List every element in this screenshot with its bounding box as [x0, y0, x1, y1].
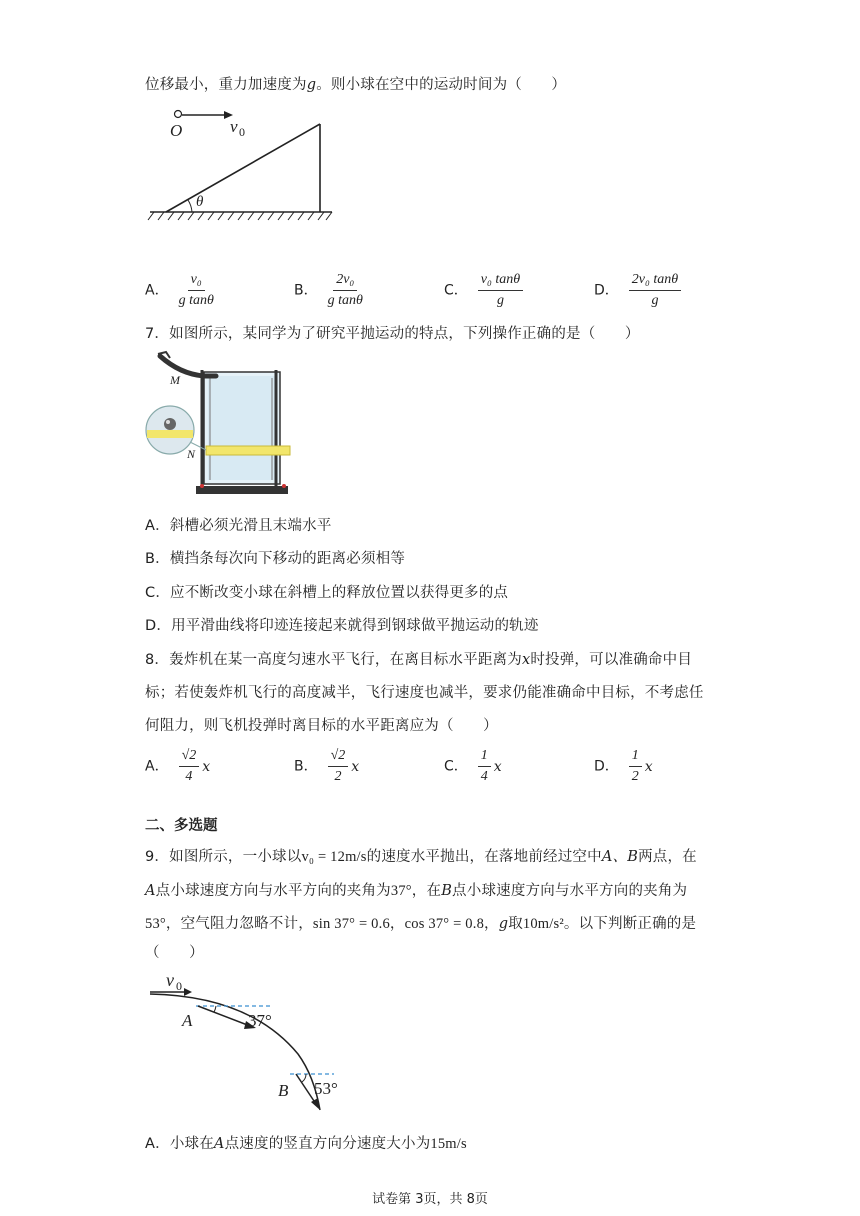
theta-label: θ [196, 194, 204, 210]
q8-stem-line3: 何阻力，则飞机投弹时离目标的水平距离应为（ ） [145, 718, 498, 734]
point-b-label: B [278, 1081, 289, 1100]
angle-b-label: 53° [314, 1079, 338, 1098]
q6-option-d[interactable]: D． $\frac{\text{2v₀ tanθ}}{g}$ [594, 272, 681, 309]
steel-ball [164, 418, 176, 430]
q8-stem-line1: 8．轰炸机在某一高度匀速水平飞行，在离目标水平距离为x时投弹，可以准确命中目 [145, 652, 693, 668]
v0-subscript: 0 [176, 979, 182, 993]
q8-option-c[interactable]: C． $\frac{1}{4}$ x [444, 748, 502, 784]
fraction: $\frac{\text{v₀}}{\text{g tanθ}}$ [178, 272, 214, 308]
fraction: $\frac{\text{v₀ tanθ}}{g}$ [478, 272, 523, 309]
q7-stem: 7．如图所示，某同学为了研究平抛运动的特点，下列操作正确的是（ ） [145, 326, 640, 342]
fraction: $\frac{\text{2v₀ tanθ}}{g}$ [629, 272, 681, 309]
q6-option-a[interactable]: A． $\frac{\text{v₀}}{\text{g tanθ}}$ [145, 272, 214, 308]
q7-option-c[interactable]: C．应不断改变小球在斜槽上的释放位置以获得更多的点 [145, 585, 509, 601]
q9-option-a[interactable]: A．小球在A点速度的竖直方向分速度大小为15m/s [145, 1136, 467, 1152]
q7-option-d[interactable]: D．用平滑曲线将印迹连接起来就得到钢球做平抛运动的轨迹 [145, 618, 539, 634]
label-n: N [187, 447, 196, 461]
q9-stem-line2: A点小球速度方向与水平方向的夹角为37°，在B点小球速度方向与水平方向的夹角为 [145, 883, 688, 899]
g-symbol: g [306, 77, 317, 93]
origin-label: O [170, 121, 183, 140]
q8-option-b[interactable]: B． $\frac{√2}{2}$ x [294, 748, 360, 784]
label-m: M [170, 373, 180, 387]
q6-incline-figure [140, 108, 340, 230]
baffle-strip [206, 446, 290, 455]
q9-stem-line1: 9．如图所示，一小球以v₀ = 12m/s的速度水平抛出，在落地前经过空中A、B两点，在 [145, 849, 697, 865]
q9-trajectory-figure [140, 964, 370, 1124]
velocity-a-arrow [198, 1006, 250, 1026]
point-a-label: A [182, 1011, 193, 1030]
ground-hatch [148, 212, 332, 220]
theta-arc [188, 200, 192, 212]
q8-option-d[interactable]: D． $\frac{1}{2}$ x [594, 748, 653, 784]
v0-label: v [230, 117, 238, 136]
v0-arrowhead [184, 988, 192, 996]
q7-apparatus-figure [140, 348, 300, 500]
fraction: $\frac{\text{2v₀}}{\text{g tanθ}}$ [327, 272, 363, 308]
base [196, 486, 288, 494]
velocity-b-arrow [296, 1074, 316, 1104]
q7-option-a[interactable]: A．斜槽必须光滑且末端水平 [145, 518, 332, 534]
q9-stem-line4: （ ） [145, 945, 204, 961]
v0-subscript: 0 [239, 125, 245, 139]
angle-a-label: 37° [248, 1011, 272, 1030]
v0-label: v [166, 970, 174, 990]
section-title: 二、多选题 [145, 818, 218, 834]
q8-stem-line2: 标；若使轰炸机飞行的高度减半，飞行速度也减半，要求仍能准确命中目标，不考虑任 [145, 685, 704, 701]
trajectory-curve [150, 994, 320, 1110]
page-footer: 试卷第 3页，共 8页 [372, 1192, 488, 1207]
q7-option-b[interactable]: B．横挡条每次向下移动的距离必须相等 [145, 551, 406, 567]
start-point [175, 111, 182, 118]
q8-option-a[interactable]: A． $\frac{√2}{4}$ x [145, 748, 211, 784]
q6-option-c[interactable]: C． $\frac{\text{v₀ tanθ}}{g}$ [444, 272, 523, 309]
q9-stem-line3: 53°，空气阻力忽略不计，sin 37° = 0.6，cos 37° = 0.8，g取10m/s²。以下判断正确的是 [145, 916, 697, 932]
q6-option-b[interactable]: B． $\frac{\text{2v₀}}{\text{g tanθ}}$ [294, 272, 363, 308]
q6-stem-tail: 位移最小，重力加速度为g。则小球在空中的运动时间为（ ） [145, 77, 567, 93]
